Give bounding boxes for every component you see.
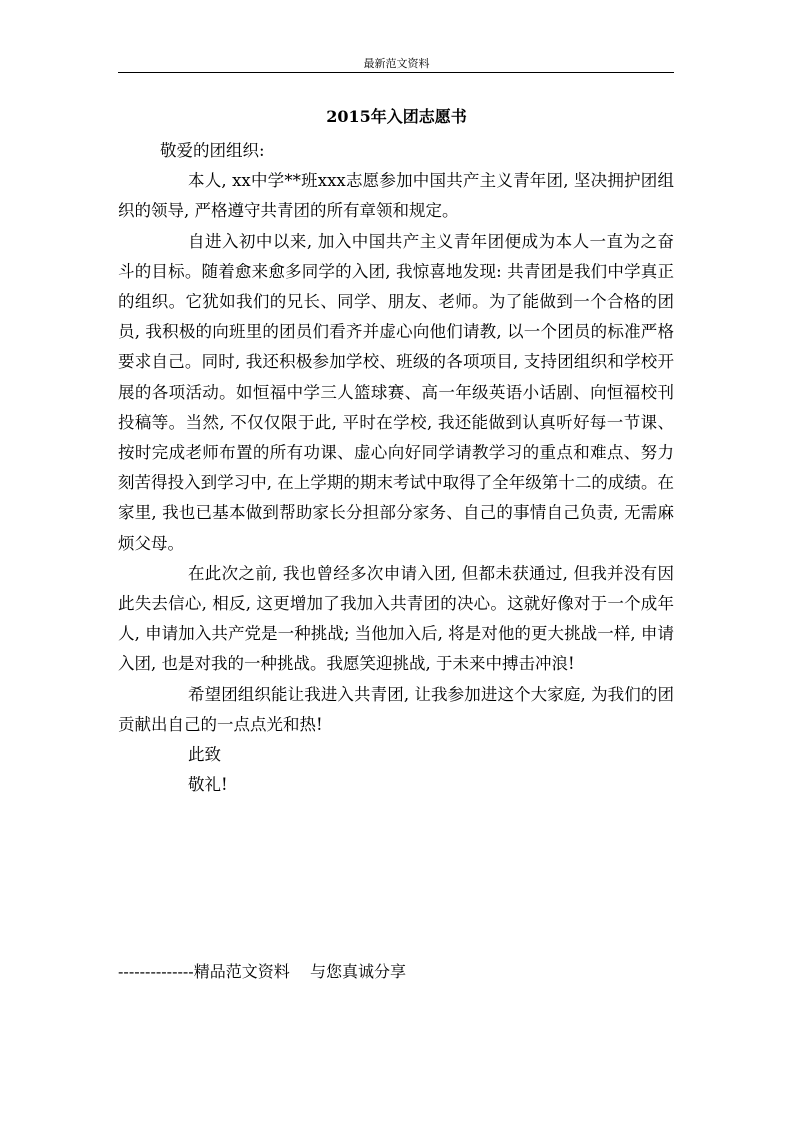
document-body: [118, 136, 674, 800]
paragraph-2: 自进入初中以来, 加入中国共产主义青年团便成为本人一直为之奋斗的目标。随着愈来愈多同学的入团, 我惊喜地发现: 共青团是我们中学真正的组织。它犹如我们的兄长、同学、朋友、老师。为了能做到一个合格的团员, 我积极的向班里的团员们看齐并虚心向他们请教, 以一个团员的标准严格要求自己。同时, 我还积极参加学校、班级的各项项目, 支持团组织和学校开展的各项活动。如恒福中学三人篮球赛、高一年级英语小话剧、向恒福校刊投稿等。当然, 不仅仅限于此, 平时在学校, 我还能做到认真听好每一节课、按时完成老师布置的所有功课、虚心向好同学请教学习的重点和难点、努力刻苦得投入到学习中, 在上学期的期末考试中取得了全年级第十二的成绩。在家里, 我也已基本做到帮助家长分担部分家务、自己的事情自己负责, 无需麻烦父母。: [118, 231, 674, 553]
closing-salute: 敬礼!: [188, 775, 228, 795]
header-divider: [118, 72, 674, 73]
document-title: 2015年入团志愿书: [326, 107, 467, 126]
paragraph-3: 在此次之前, 我也曾经多次申请入团, 但都未获通过, 但我并没有因此失去信心, 相反, 这更增加了我加入共青团的决心。这就好像对于一个成年人, 申请加入共产党是一种挑战; 当他加入后, 将是对他的更大挑战一样, 申请入团, 也是对我的一种挑战。我愿笑迎挑战, 于未来中搏击冲浪!: [118, 563, 674, 674]
paragraph-1: 本人, xx中学**班xxx志愿参加中国共产主义青年团, 坚决拥护团组织的领导, 严格遵守共青团的所有章领和规定。: [118, 171, 674, 221]
page-header: 最新范文资料: [363, 57, 430, 70]
closing-greeting: 此致: [188, 745, 221, 765]
page-footer: --------------精品范文资料 与您真诚分享: [118, 962, 407, 981]
salutation: 敬爱的团组织:: [160, 141, 265, 160]
paragraph-4: 希望团组织能让我进入共青团, 让我参加进这个大家庭, 为我们的团贡献出自己的一点点光和热!: [118, 684, 674, 734]
